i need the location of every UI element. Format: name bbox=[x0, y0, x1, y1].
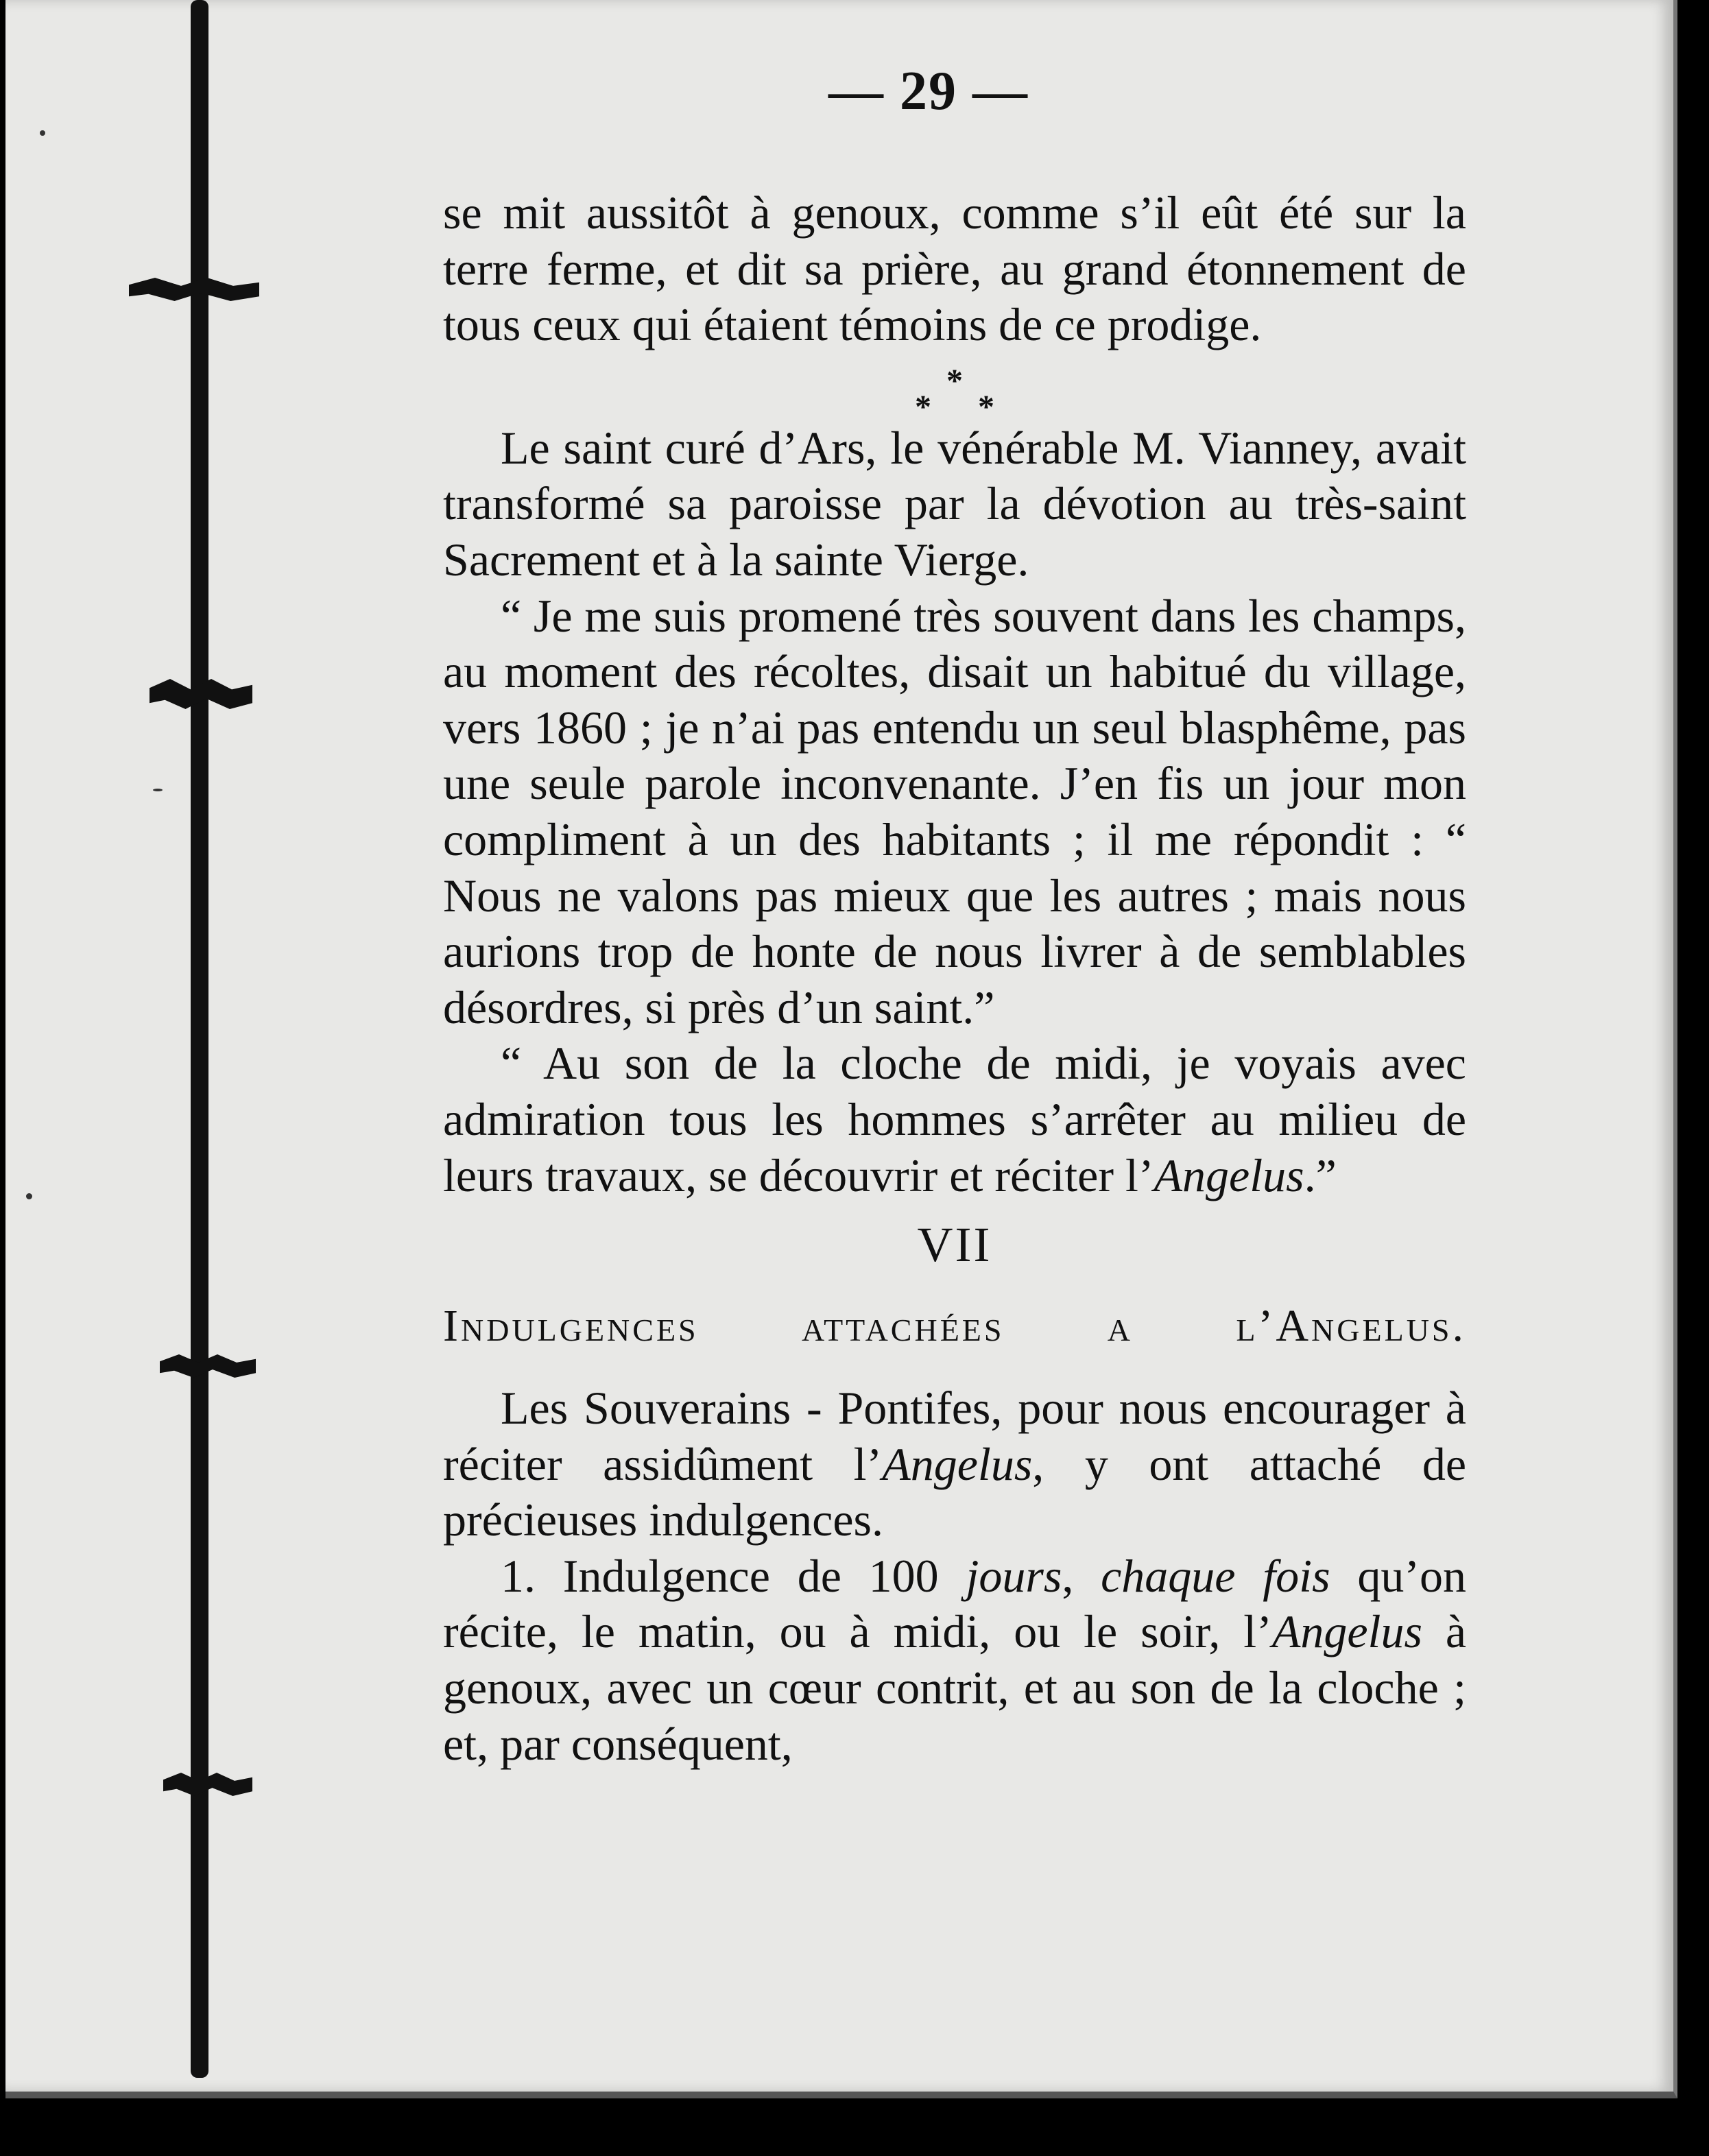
paper-speck bbox=[40, 130, 45, 136]
text-run: à genoux, avec un cœur contrit, et au son de la cloche ; et, par conséquent, bbox=[443, 1605, 1466, 1770]
italic-text: Angelus bbox=[1154, 1149, 1304, 1201]
italic-text: Angelus bbox=[882, 1437, 1033, 1490]
text-run: , bbox=[1062, 1549, 1101, 1602]
binding-thread bbox=[191, 0, 208, 2078]
italic-text: chaque fois bbox=[1101, 1549, 1330, 1602]
page-number: — 29 — bbox=[828, 61, 1029, 121]
text-run: “ Au son de la cloche de midi, je voyais avec admiration tous les hommes s’arrêter au milieu de leurs travaux, se découvrir et réciter l’ bbox=[443, 1037, 1466, 1201]
text-run: Les Souverains - Pontifes, pour nous encourager à réciter assidûment l’ bbox=[443, 1382, 1466, 1490]
paragraph bbox=[443, 1380, 1466, 1548]
paragraph: “ Je me suis promené très souvent dans les champs, au moment des récoltes, disait un habitué du village, vers 1860 ; je n’ai pas entendu un seul blasphême, pas une seule parole inconvenante. J’en fis un jour mon compliment à un des habitants ; il me répondit : “ Nous ne valons pas mieux que les autres ; mais nous aurions trop de honte de nous livrer à de semblables désordres, si près d’un saint.” bbox=[443, 589, 1466, 1033]
paragraph bbox=[443, 1035, 1466, 1203]
section-number: VII bbox=[917, 1217, 992, 1273]
book-page bbox=[5, 0, 1677, 2098]
separator-top: * bbox=[946, 362, 982, 399]
paper-speck bbox=[153, 789, 163, 791]
section-separator bbox=[443, 353, 1466, 425]
paragraph: Le saint curé d’Ars, le vénérable M. Vianney, avait transformé sa paroisse par la dévotion au très-saint Sacrement et à la sainte Vierge. bbox=[443, 421, 1466, 586]
paper-speck bbox=[26, 1193, 32, 1199]
separator-bottom: * * bbox=[915, 388, 1014, 425]
paragraph bbox=[443, 1548, 1466, 1772]
page-body bbox=[443, 185, 1466, 1772]
paragraph: se mit aussitôt à genoux, comme s’il eût été sur la terre ferme, et dit sa prière, au grand étonnement de tous ceux qui étaient témoins de ce prodige. bbox=[443, 187, 1466, 351]
italic-text: jours bbox=[966, 1549, 1062, 1602]
text-run: .” bbox=[1304, 1149, 1337, 1201]
text-run: , y ont attaché de précieuses indulgences. bbox=[443, 1437, 1467, 1546]
text-run: 1. Indulgence de 100 bbox=[501, 1549, 966, 1602]
italic-text: Angelus bbox=[1271, 1605, 1422, 1658]
text-run: qu’on récite, le matin, ou à midi, ou le soir, l’ bbox=[443, 1549, 1466, 1658]
section-title: Indulgences attachées a l’Angelus. bbox=[443, 1301, 1466, 1352]
